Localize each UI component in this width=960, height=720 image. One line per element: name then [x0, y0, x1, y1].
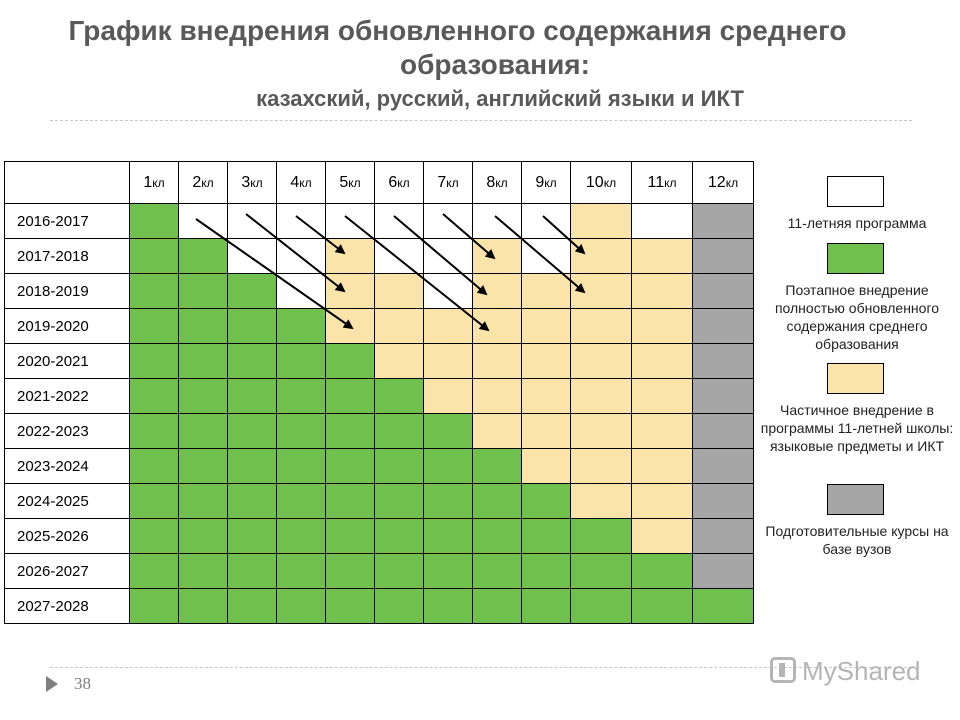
status-cell-grade-8 — [473, 484, 522, 519]
status-cell-grade-9 — [522, 344, 571, 379]
status-cell-grade-9 — [522, 274, 571, 309]
grade-number: 7 — [437, 173, 447, 191]
status-cell-grade-6 — [375, 379, 424, 414]
status-cell-grade-11 — [632, 484, 693, 519]
status-cell-grade-5 — [326, 274, 375, 309]
table-row — [5, 554, 754, 589]
grade-suffix: кл — [725, 175, 739, 190]
grade-header-4 — [277, 162, 326, 204]
status-cell-grade-7 — [424, 309, 473, 344]
play-triangle-icon — [46, 676, 58, 692]
school-year-cell: 2020-2021 — [5, 344, 130, 379]
status-cell-grade-8 — [473, 554, 522, 589]
status-cell-grade-12 — [693, 414, 754, 449]
watermark-logo-icon — [770, 657, 796, 683]
status-cell-grade-5 — [326, 449, 375, 484]
status-cell-grade-12 — [693, 519, 754, 554]
status-cell-grade-10 — [571, 519, 632, 554]
table-row — [5, 449, 754, 484]
status-cell-grade-5 — [326, 554, 375, 589]
status-cell-grade-12 — [693, 379, 754, 414]
status-cell-grade-4 — [277, 309, 326, 344]
status-cell-grade-10 — [571, 554, 632, 589]
grade-suffix: кл — [152, 175, 165, 190]
status-cell-grade-9 — [522, 449, 571, 484]
status-cell-grade-12 — [693, 204, 754, 239]
status-cell-grade-3 — [228, 239, 277, 274]
status-cell-grade-3 — [228, 484, 277, 519]
status-cell-grade-4 — [277, 239, 326, 274]
status-cell-grade-8 — [473, 309, 522, 344]
status-cell-grade-11 — [632, 414, 693, 449]
status-cell-grade-9 — [522, 519, 571, 554]
grade-number: 12 — [707, 173, 726, 191]
watermark-text: MyShared — [802, 656, 921, 686]
status-cell-grade-2 — [179, 519, 228, 554]
status-cell-grade-11 — [632, 204, 693, 239]
status-cell-grade-3 — [228, 274, 277, 309]
status-cell-grade-10 — [571, 274, 632, 309]
status-cell-grade-8 — [473, 204, 522, 239]
school-year-cell: 2025-2026 — [5, 519, 130, 554]
status-cell-grade-10 — [571, 589, 632, 624]
status-cell-grade-3 — [228, 589, 277, 624]
status-cell-grade-7 — [424, 274, 473, 309]
status-cell-grade-10 — [571, 204, 632, 239]
status-cell-grade-4 — [277, 449, 326, 484]
status-cell-grade-8 — [473, 344, 522, 379]
school-year-cell: 2016-2017 — [5, 204, 130, 239]
status-cell-grade-10 — [571, 414, 632, 449]
grade-header-2 — [179, 162, 228, 204]
school-year-cell: 2017-2018 — [5, 239, 130, 274]
status-cell-grade-6 — [375, 484, 424, 519]
status-cell-grade-9 — [522, 554, 571, 589]
status-cell-grade-10 — [571, 309, 632, 344]
school-year-cell: 2024-2025 — [5, 484, 130, 519]
status-cell-grade-8 — [473, 379, 522, 414]
grade-number: 10 — [585, 173, 604, 191]
status-cell-grade-8 — [473, 589, 522, 624]
grade-suffix: кл — [446, 175, 459, 190]
legend-swatch-11-year — [827, 176, 884, 207]
status-cell-grade-12 — [693, 589, 754, 624]
status-cell-grade-4 — [277, 379, 326, 414]
status-cell-grade-11 — [632, 274, 693, 309]
status-cell-grade-2 — [179, 309, 228, 344]
status-cell-grade-7 — [424, 589, 473, 624]
status-cell-grade-7 — [424, 379, 473, 414]
table-body — [5, 204, 754, 624]
status-cell-grade-3 — [228, 449, 277, 484]
status-cell-grade-11 — [632, 449, 693, 484]
status-cell-grade-12 — [693, 239, 754, 274]
grade-header-9 — [522, 162, 571, 204]
grade-header-10 — [571, 162, 632, 204]
status-cell-grade-1 — [130, 379, 179, 414]
grade-suffix: кл — [299, 175, 312, 190]
status-cell-grade-2 — [179, 589, 228, 624]
status-cell-grade-7 — [424, 204, 473, 239]
grade-header-12 — [693, 162, 754, 204]
status-cell-grade-12 — [693, 344, 754, 379]
status-cell-grade-7 — [424, 239, 473, 274]
grade-suffix: кл — [250, 175, 263, 190]
status-cell-grade-1 — [130, 274, 179, 309]
status-cell-grade-6 — [375, 414, 424, 449]
grade-header-8 — [473, 162, 522, 204]
status-cell-grade-2 — [179, 274, 228, 309]
status-cell-grade-5 — [326, 414, 375, 449]
status-cell-grade-11 — [632, 554, 693, 589]
school-year-cell: 2018-2019 — [5, 274, 130, 309]
status-cell-grade-6 — [375, 554, 424, 589]
table-row — [5, 414, 754, 449]
status-cell-grade-6 — [375, 589, 424, 624]
status-cell-grade-2 — [179, 344, 228, 379]
school-year-cell: 2026-2027 — [5, 554, 130, 589]
status-cell-grade-11 — [632, 519, 693, 554]
table-row — [5, 589, 754, 624]
status-cell-grade-7 — [424, 414, 473, 449]
status-cell-grade-5 — [326, 589, 375, 624]
status-cell-grade-12 — [693, 274, 754, 309]
status-cell-grade-3 — [228, 309, 277, 344]
status-cell-grade-2 — [179, 554, 228, 589]
legend-label-partial-rollout: Частичное внедрение в программы 11-летней школы: языковые предметы и ИКТ — [760, 402, 954, 454]
grade-suffix: кл — [348, 175, 361, 190]
status-cell-grade-6 — [375, 449, 424, 484]
status-cell-grade-5 — [326, 204, 375, 239]
grade-number: 11 — [647, 173, 665, 191]
status-cell-grade-11 — [632, 309, 693, 344]
status-cell-grade-5 — [326, 484, 375, 519]
table-row — [5, 274, 754, 309]
status-cell-grade-12 — [693, 309, 754, 344]
status-cell-grade-9 — [522, 309, 571, 344]
status-cell-grade-11 — [632, 239, 693, 274]
status-cell-grade-1 — [130, 484, 179, 519]
status-cell-grade-3 — [228, 379, 277, 414]
grade-header-1 — [130, 162, 179, 204]
status-cell-grade-1 — [130, 239, 179, 274]
status-cell-grade-4 — [277, 344, 326, 379]
grade-number: 6 — [388, 173, 398, 191]
status-cell-grade-7 — [424, 554, 473, 589]
table-row — [5, 519, 754, 554]
status-cell-grade-4 — [277, 589, 326, 624]
school-year-cell: 2022-2023 — [5, 414, 130, 449]
status-cell-grade-12 — [693, 554, 754, 589]
status-cell-grade-8 — [473, 414, 522, 449]
table-row — [5, 204, 754, 239]
status-cell-grade-12 — [693, 484, 754, 519]
status-cell-grade-10 — [571, 239, 632, 274]
status-cell-grade-6 — [375, 239, 424, 274]
grade-suffix: кл — [664, 175, 677, 190]
legend-swatch-prep-courses — [827, 484, 884, 515]
status-cell-grade-1 — [130, 309, 179, 344]
status-cell-grade-7 — [424, 344, 473, 379]
status-cell-grade-4 — [277, 204, 326, 239]
status-cell-grade-5 — [326, 239, 375, 274]
status-cell-grade-12 — [693, 449, 754, 484]
status-cell-grade-5 — [326, 379, 375, 414]
school-year-cell: 2021-2022 — [5, 379, 130, 414]
status-cell-grade-2 — [179, 239, 228, 274]
grade-number: 2 — [192, 173, 202, 191]
status-cell-grade-6 — [375, 274, 424, 309]
grade-number: 3 — [241, 173, 251, 191]
status-cell-grade-6 — [375, 309, 424, 344]
grade-header-11 — [632, 162, 693, 204]
title-line-2: образования: — [400, 49, 590, 80]
status-cell-grade-2 — [179, 449, 228, 484]
title-line-1: График внедрения обновленного содержания среднего — [68, 15, 847, 46]
table-row — [5, 239, 754, 274]
status-cell-grade-1 — [130, 519, 179, 554]
status-cell-grade-1 — [130, 344, 179, 379]
grade-header-3 — [228, 162, 277, 204]
slide-number: 38 — [74, 674, 91, 693]
status-cell-grade-7 — [424, 449, 473, 484]
status-cell-grade-2 — [179, 414, 228, 449]
status-cell-grade-4 — [277, 554, 326, 589]
status-cell-grade-8 — [473, 274, 522, 309]
grade-suffix: кл — [544, 175, 557, 190]
title-divider — [50, 120, 912, 121]
status-cell-grade-1 — [130, 414, 179, 449]
status-cell-grade-11 — [632, 379, 693, 414]
grade-header-6 — [375, 162, 424, 204]
status-cell-grade-3 — [228, 344, 277, 379]
grade-suffix: кл — [397, 175, 410, 190]
status-cell-grade-8 — [473, 519, 522, 554]
status-cell-grade-3 — [228, 414, 277, 449]
legend-label-prep-courses: Подготовительные курсы на базе вузов — [765, 523, 949, 557]
status-cell-grade-7 — [424, 519, 473, 554]
slide-title — [0, 14, 960, 114]
grade-header-5 — [326, 162, 375, 204]
status-cell-grade-6 — [375, 519, 424, 554]
status-cell-grade-9 — [522, 379, 571, 414]
status-cell-grade-4 — [277, 519, 326, 554]
status-cell-grade-10 — [571, 379, 632, 414]
grade-suffix: кл — [495, 175, 508, 190]
status-cell-grade-5 — [326, 344, 375, 379]
grade-number: 4 — [290, 173, 300, 191]
status-cell-grade-3 — [228, 519, 277, 554]
legend-swatch-full-rollout — [827, 243, 884, 274]
grade-number: 8 — [486, 173, 496, 191]
status-cell-grade-9 — [522, 589, 571, 624]
status-cell-grade-6 — [375, 204, 424, 239]
status-cell-grade-9 — [522, 204, 571, 239]
grade-suffix: кл — [603, 175, 617, 190]
status-cell-grade-1 — [130, 554, 179, 589]
status-cell-grade-10 — [571, 449, 632, 484]
status-cell-grade-1 — [130, 449, 179, 484]
school-year-cell: 2019-2020 — [5, 309, 130, 344]
implementation-schedule-table — [4, 161, 754, 624]
title-subtitle: казахский, русский, английский языки и ИКТ — [256, 86, 744, 111]
status-cell-grade-1 — [130, 204, 179, 239]
status-cell-grade-5 — [326, 309, 375, 344]
status-cell-grade-8 — [473, 239, 522, 274]
status-cell-grade-11 — [632, 589, 693, 624]
status-cell-grade-4 — [277, 274, 326, 309]
status-cell-grade-10 — [571, 484, 632, 519]
status-cell-grade-7 — [424, 484, 473, 519]
grade-suffix: кл — [201, 175, 214, 190]
school-year-cell: 2023-2024 — [5, 449, 130, 484]
watermark — [770, 656, 921, 687]
status-cell-grade-9 — [522, 414, 571, 449]
status-cell-grade-3 — [228, 204, 277, 239]
status-cell-grade-11 — [632, 344, 693, 379]
status-cell-grade-4 — [277, 484, 326, 519]
legend-swatch-partial-rollout — [827, 363, 884, 394]
grade-header-7 — [424, 162, 473, 204]
grade-number: 9 — [535, 173, 545, 191]
status-cell-grade-5 — [326, 519, 375, 554]
status-cell-grade-1 — [130, 589, 179, 624]
grade-number: 1 — [143, 173, 153, 191]
status-cell-grade-2 — [179, 379, 228, 414]
status-cell-grade-2 — [179, 204, 228, 239]
status-cell-grade-10 — [571, 344, 632, 379]
table-row — [5, 379, 754, 414]
status-cell-grade-9 — [522, 239, 571, 274]
school-year-cell: 2027-2028 — [5, 589, 130, 624]
table-row — [5, 344, 754, 379]
header-corner-cell — [5, 162, 130, 204]
legend-label-11-year: 11-летняя программа — [787, 215, 927, 231]
legend-label-full-rollout: Поэтапное внедрение полностью обновленного содержания среднего образования — [774, 282, 940, 352]
status-cell-grade-2 — [179, 484, 228, 519]
status-cell-grade-8 — [473, 449, 522, 484]
table-row — [5, 309, 754, 344]
table-row — [5, 484, 754, 519]
status-cell-grade-9 — [522, 484, 571, 519]
status-cell-grade-3 — [228, 554, 277, 589]
status-cell-grade-6 — [375, 344, 424, 379]
table-header-row — [5, 162, 754, 204]
grade-number: 5 — [339, 173, 349, 191]
status-cell-grade-4 — [277, 414, 326, 449]
